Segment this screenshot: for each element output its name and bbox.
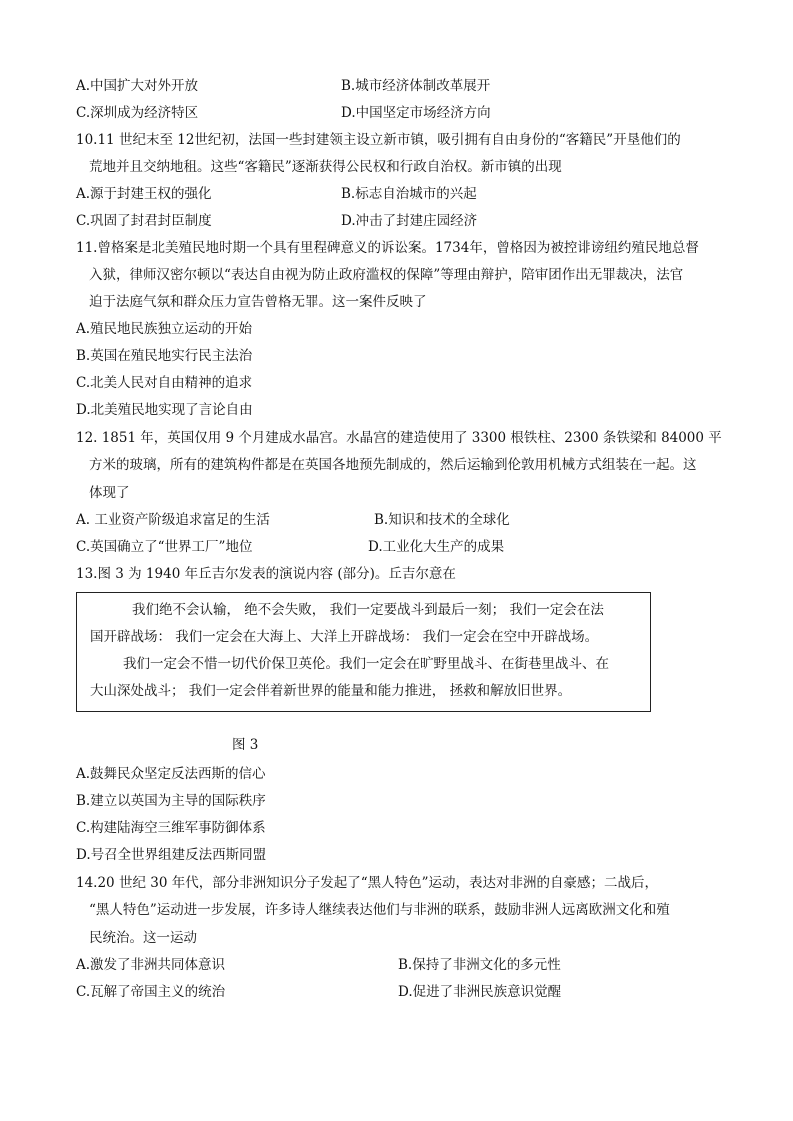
q10-stem-line-2: 荒地并且交纳地租。这些“客籍民”逐渐获得公民权和行政自治权。新市镇的出现 [89, 159, 562, 175]
q14-option-b: B.保持了非洲文化的多元性 [398, 957, 561, 973]
figure-label: 图 3 [232, 737, 259, 753]
q12-stem-line-3: 体现了 [89, 485, 130, 501]
q11-option-c: C.北美人民对自由精神的追求 [76, 375, 253, 391]
quote-line-3: 我们一定会不惜一切代价保卫英伦。我们一定会在旷野里战斗、在街巷里战斗、在 [123, 656, 609, 672]
q10-option-c: C.巩固了封君封臣制度 [76, 213, 212, 229]
q12-option-b: B.知识和技术的全球化 [374, 512, 510, 528]
q12-stem-line-1: 12. 1851 年，英国仅用 9 个月建成水晶宫。水晶宫的建造使用了 3300 根铁柱、2300 条铁梁和 84000 平 [76, 430, 722, 446]
q11-stem-line-1: 11.曾格案是北美殖民地时期一个具有里程碑意义的诉讼案。1734年，曾格因为被控诽谤纽约殖民地总督 [76, 240, 699, 256]
q13-option-d: D.号召全世界组建反法西斯同盟 [76, 847, 267, 863]
quote-line-1: 我们绝不会认输， 绝不会失败， 我们一定要战斗到最后一刻； 我们一定会在法 [132, 602, 604, 618]
q10-option-d: D.冲击了封建庄园经济 [341, 213, 478, 229]
q9-option-a: A.中国扩大对外开放 [76, 78, 199, 94]
q11-stem-line-3: 迫于法庭气氛和群众压力宣告曾格无罪。这一案件反映了 [89, 294, 427, 310]
q9-option-d: D.中国坚定市场经济方向 [341, 105, 491, 121]
q14-stem-line-3: 民统治。这一运动 [89, 930, 197, 946]
q14-option-d: D.促进了非洲民族意识觉醒 [398, 984, 562, 1000]
q12-option-d: D.工业化大生产的成果 [368, 539, 505, 555]
q11-option-d: D.北美殖民地实现了言论自由 [76, 402, 253, 418]
q11-stem-line-2: 入狱，律师汉密尔顿以“表达自由视为防止政府滥权的保障”等理由辩护，陪审团作出无罪裁决，法官 [89, 267, 684, 283]
q9-option-c: C.深圳成为经济特区 [76, 105, 199, 121]
q13-stem: 13.图 3 为 1940 年丘吉尔发表的演说内容 (部分)。丘吉尔意在 [76, 566, 456, 582]
q9-option-b: B.城市经济体制改革展开 [341, 78, 491, 94]
q14-option-c: C.瓦解了帝国主义的统治 [76, 984, 226, 1000]
q12-stem-line-2: 方米的玻璃，所有的建筑构件都是在英国各地预先制成的，然后运输到伦敦用机械方式组装在一起。这 [89, 457, 697, 473]
q14-option-a: A.激发了非洲共同体意识 [76, 957, 226, 973]
q14-stem-line-2: “黑人特色”运动进一步发展，许多诗人继续表达他们与非洲的联系，鼓励非洲人远离欧洲文化和殖 [89, 902, 670, 918]
q10-option-a: A.源于封建王权的强化 [76, 186, 212, 202]
q11-option-a: A.殖民地民族独立运动的开始 [76, 321, 253, 337]
q13-option-a: A.鼓舞民众坚定反法西斯的信心 [76, 766, 266, 782]
q10-option-b: B.标志自治城市的兴起 [341, 186, 477, 202]
q14-stem-line-1: 14.20 世纪 30 年代，部分非洲知识分子发起了“黑人特色”运动，表达对非洲的自豪感；二战后， [76, 875, 659, 891]
quote-line-2: 国开辟战场： 我们一定会在大海上、大洋上开辟战场： 我们一定会在空中开辟战场。 [90, 629, 599, 645]
q12-option-c: C.英国确立了“世界工厂”地位 [76, 539, 253, 555]
quote-line-4: 大山深处战斗； 我们一定会伴着新世界的能量和能力推进， 拯救和解放旧世界。 [90, 683, 572, 699]
q13-option-c: C.构建陆海空三维军事防御体系 [76, 820, 266, 836]
q13-option-b: B.建立以英国为主导的国际秩序 [76, 793, 266, 809]
q10-stem-line-1: 10.11 世纪末至 12世纪初，法国一些封建领主设立新市镇，吸引拥有自由身份的“客籍民”开垦他们的 [76, 132, 681, 148]
q12-option-a: A. 工业资产阶级追求富足的生活 [76, 512, 270, 528]
q11-option-b: B.英国在殖民地实行民主法治 [76, 348, 253, 364]
